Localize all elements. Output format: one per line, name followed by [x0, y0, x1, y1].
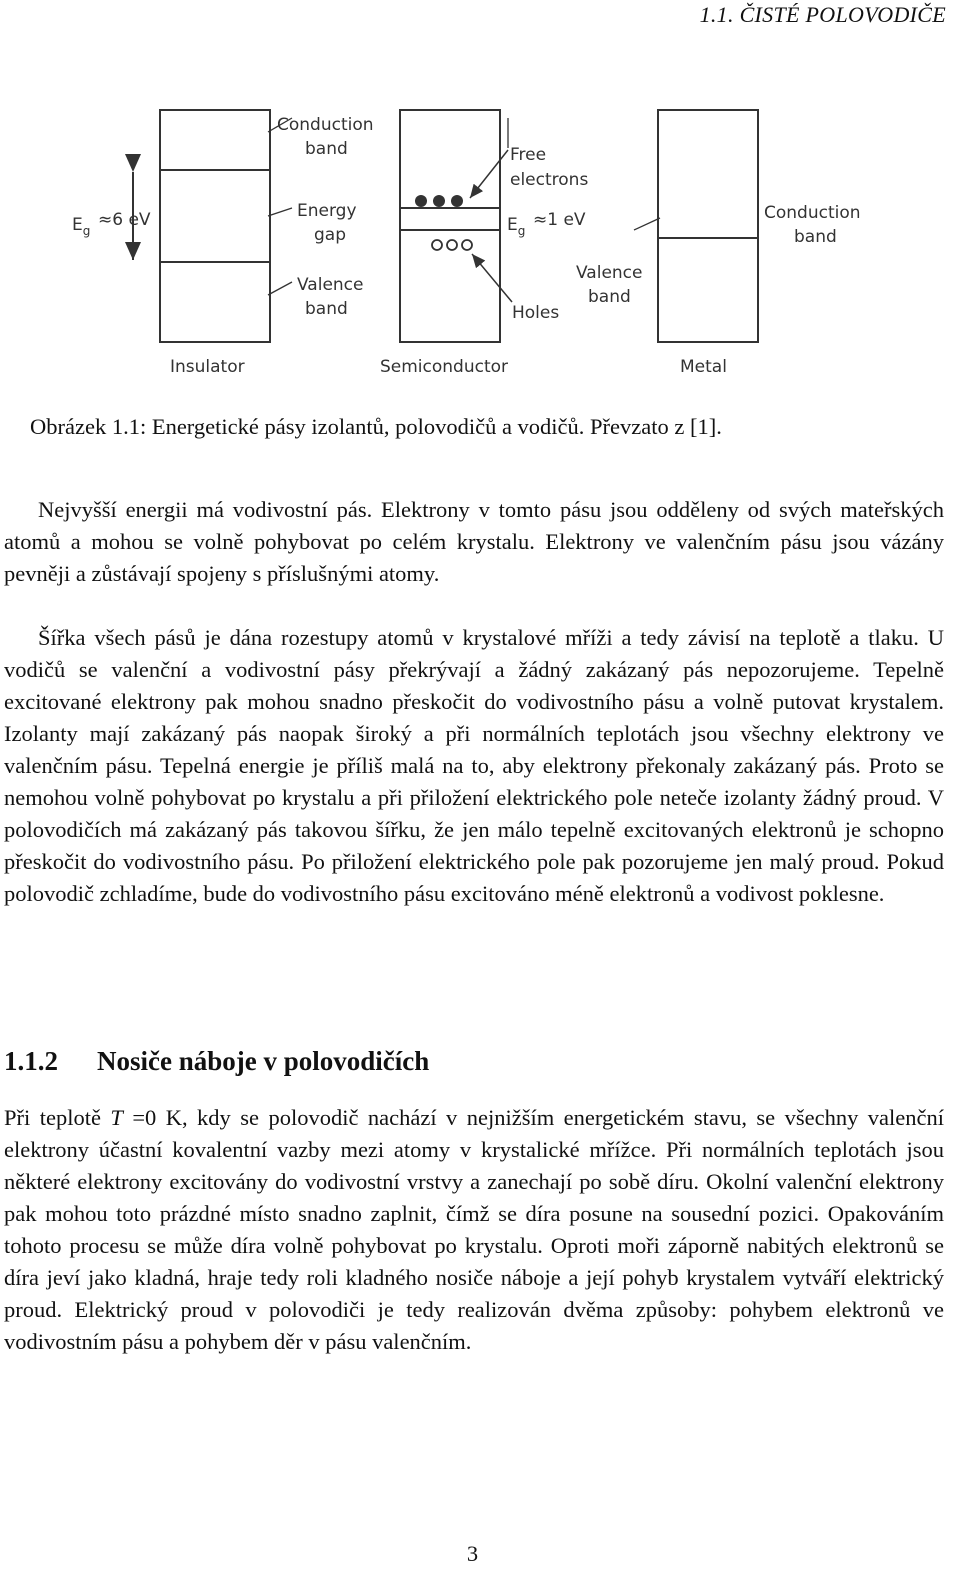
hole-circle: [462, 240, 472, 250]
figure-caption: Obrázek 1.1: Energetické pásy izolantů, polovodičů a vodičů. Převzato z [1].: [30, 414, 722, 439]
insulator-valence-leader: [268, 282, 292, 295]
hole-circle: [432, 240, 442, 250]
semiconductor-eg-value: ≈1 eV: [533, 210, 586, 230]
metal-valence-leader: [634, 218, 660, 230]
free-electrons: [415, 195, 463, 207]
free-electrons-label-1: Free: [510, 145, 547, 165]
metal-valence-label-1: Valence: [576, 263, 643, 283]
temperature-symbol: T: [110, 1105, 123, 1130]
insulator-gap-label-1: Energy: [297, 201, 357, 221]
hole-circle: [447, 240, 457, 250]
insulator-conduction-label-1: Conduction: [277, 115, 374, 135]
insulator-conduction-label-2: band: [305, 139, 348, 159]
metal-caption: Metal: [680, 357, 727, 377]
insulator-eg-symbol: $E_g$: [72, 215, 91, 238]
section-number: 1.1.2: [4, 1046, 58, 1076]
holes-arrow: [472, 254, 512, 302]
running-head: 1.1. ČISTÉ POLOVODIČE: [699, 2, 946, 27]
holes: [432, 240, 472, 250]
insulator-diagram: [133, 110, 292, 342]
electron-dot: [451, 195, 463, 207]
energy-bands-diagram: [60, 90, 920, 390]
insulator-valence-label-2: band: [305, 299, 348, 319]
free-electrons-label-2: electrons: [510, 170, 589, 190]
section-heading: [4, 1046, 429, 1077]
insulator-eg-value: ≈6 eV: [98, 210, 151, 230]
page-number: 3: [466, 1541, 479, 1566]
paragraph-3-rest: =0 K, kdy se polovodič nachází v nejnižším energetickém stavu, se všechny valenční elektrony účastní kovalentní vazby mezi atomy v krystalické mřížce. Při normálních teplotách jsou některé elektrony excitovány do vodivostní vrstvy a zanechají po sobě díru. Okolní valenční elektrony pak mohou toto prázdné místo snadno zaplnit, čímž se díra posune na sousední pozici. Opakováním tohoto procesu se může díra volně pohybovat po krystalu. Oproti moři záporně nabitých elektronů se díra jeví jako kladná, hraje tedy roli kladného nosiče náboje a její pohyb krystalem vytváří elektrický proud. Elektrický proud v polovodiči je tedy realizován dvěma způsoby: pohybem elektronů ve vodivostním pásu a pohybem děr v pásu valenčním.: [4, 1105, 945, 1354]
insulator-caption: Insulator: [170, 357, 245, 377]
metal-conduction-label-2: band: [794, 227, 837, 247]
paragraph-3: [4, 1102, 944, 1358]
paragraph-2: Šířka všech pásů je dána rozestupy atomů v krystalové mříži a tedy závisí na teplotě a tlaku. U vodičů se valenční a vodivostní pásy překrývají a žádný zakázaný pás nepozorujeme. Tepelně excitované elektrony pak mohou snadno přeskočit do vodivostního pásu a volně putovat krystalem. Izolanty mají zakázaný pás naopak široký a při normálních teplotách jsou všechny elektrony ve valenčním pásu. Tepelná energie je příliš malá na to, aby elektrony překonaly zakázaný pás. Proto se nemohou volně pohybovat po krystalu a při přiložení elektrického pole neteče izolanty žádný proud. V polovodičích má zakázaný pás takovou šířku, že jen málo tepelně excitovaných elektronů je schopno přeskočit do vodivostního pásu. Po přiložení elektrického pole pak pozorujeme jen malý proud. Pokud polovodič zchladíme, bude do vodivostního pásu excitováno méně elektronů a vodivost poklesne.: [4, 625, 944, 906]
semiconductor-caption: Semiconductor: [380, 357, 509, 377]
electron-dot: [415, 195, 427, 207]
insulator-column: [160, 110, 270, 342]
semiconductor-diagram: [400, 110, 512, 342]
metal-diagram: [634, 110, 758, 342]
insulator-gap-label-2: gap: [314, 225, 346, 245]
holes-label: Holes: [512, 303, 560, 323]
insulator-gap-leader: [268, 208, 292, 216]
semiconductor-eg-symbol: $E_g$: [507, 215, 526, 238]
free-electrons-arrow: [470, 150, 508, 198]
metal-column: [658, 110, 758, 342]
paragraph-3-start: Při teplotě: [4, 1105, 111, 1130]
paragraph-1: Nejvyšší energii má vodivostní pás. Elektrony v tomto pásu jsou odděleny od svých mateřských atomů a mohou se volně pohybovat po celém krystalu. Elektrony ve valenčním pásu jsou vázány pevněji a zůstávají spojeny s příslušnými atomy.: [4, 497, 944, 586]
electron-dot: [433, 195, 445, 207]
energy-bands-figure: [60, 90, 920, 390]
metal-conduction-label-1: Conduction: [764, 203, 861, 223]
metal-valence-label-2: band: [588, 287, 631, 307]
semiconductor-column: [400, 110, 500, 342]
insulator-valence-label-1: Valence: [297, 275, 364, 295]
section-title: Nosiče náboje v polovodičích: [97, 1046, 430, 1076]
